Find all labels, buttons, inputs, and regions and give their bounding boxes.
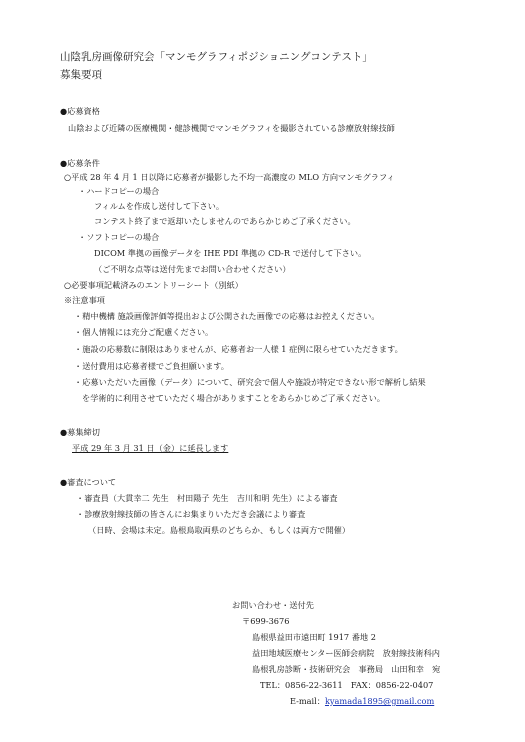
contact-organization: 益田地域医療センター医師会病院 放射線技術科内 [252,648,440,658]
conditions-heading: ●応募条件 [60,158,100,168]
eligibility-heading: ●応募資格 [60,106,100,116]
review-heading: ●審査について [60,477,117,487]
note-item: ・精中機構 施設画像評価等提出および公開された画像での応募はお控えください。 [74,311,380,321]
softcopy-label: ・ソフトコピーの場合 [78,232,160,242]
hardcopy-line-2: コンテスト終了まで返却いたしませんのであらかじめご了承ください。 [94,216,356,226]
deadline-heading: ●募集締切 [60,427,100,437]
review-line-1: ・審査員（大貫幸二 先生 村田陽子 先生 吉川和明 先生）による審査 [76,493,338,503]
condition-item-entry-sheet: ○必要事項記載済みのエントリーシート（別紙） [64,280,243,290]
review-line-3: （日時、会場は未定。島根鳥取両県のどちらか、もしくは両方で開催） [88,525,351,535]
contact-email-link[interactable]: kyamada1895@gmail.com [324,696,435,706]
contact-association: 島根乳房診断・技術研究会 事務局 山田和幸 宛 [252,664,441,674]
condition-item-mammogram: ○平成 28 年 4 月 1 日以降に応募者が撮影した不均一高濃度の MLO 方向マンモグラフィ [64,172,395,182]
softcopy-line-2: （ご不明な点等は送付先までお問い合わせください） [94,264,291,274]
document-title: 山陰乳房画像研究会「マンモグラフィポジショニングコンテスト」 [60,51,373,63]
contact-email-row [290,696,434,707]
eligibility-text: 山陰および近隣の医療機関・健診機関でマンモグラフィを撮影されている診療放射線技師 [68,123,395,133]
note-item: ・施設の応募数に制限はありませんが、応募者お一人様 1 症例に限らせていただきます。 [74,344,403,354]
note-item: ・個人情報には充分ご配慮ください。 [74,327,214,337]
hardcopy-label: ・ハードコピーの場合 [78,186,160,196]
note-item: ・応募いただいた画像（データ）について、研究会で個人や施設が特定できない形で解析し結果 [74,377,426,387]
notes-heading: ※注意事項 [64,295,105,305]
contact-email-label: E-mail： [290,696,325,706]
note-item: ・送付費用は応募者様でご負担願います。 [74,361,229,371]
contact-phone-fax: TEL：0856-22-3611 FAX：0856-22-0407 [260,680,434,690]
contact-address: 島根県益田市遠田町 1917 番地 2 [252,632,376,642]
document-subtitle: 募集要項 [60,69,102,81]
deadline-text: 平成 29 年 3 月 31 日（金）に延長します [72,443,229,453]
contact-heading: お問い合わせ・送付先 [232,600,314,610]
review-line-2: ・診療放射線技師の皆さんにお集まりいただき会議により審査 [76,509,306,519]
softcopy-line-1: DICOM 準拠の画像データを IHE PDI 準拠の CD-R で送付して下さい。 [94,248,367,258]
hardcopy-line-1: フィルムを作成し送付して下さい。 [94,201,225,211]
note-item-continuation: を学術的に利用させていただく場合がありますことをあらかじめご了承ください。 [82,393,385,403]
contact-postal-code: 〒699-3676 [242,616,290,626]
